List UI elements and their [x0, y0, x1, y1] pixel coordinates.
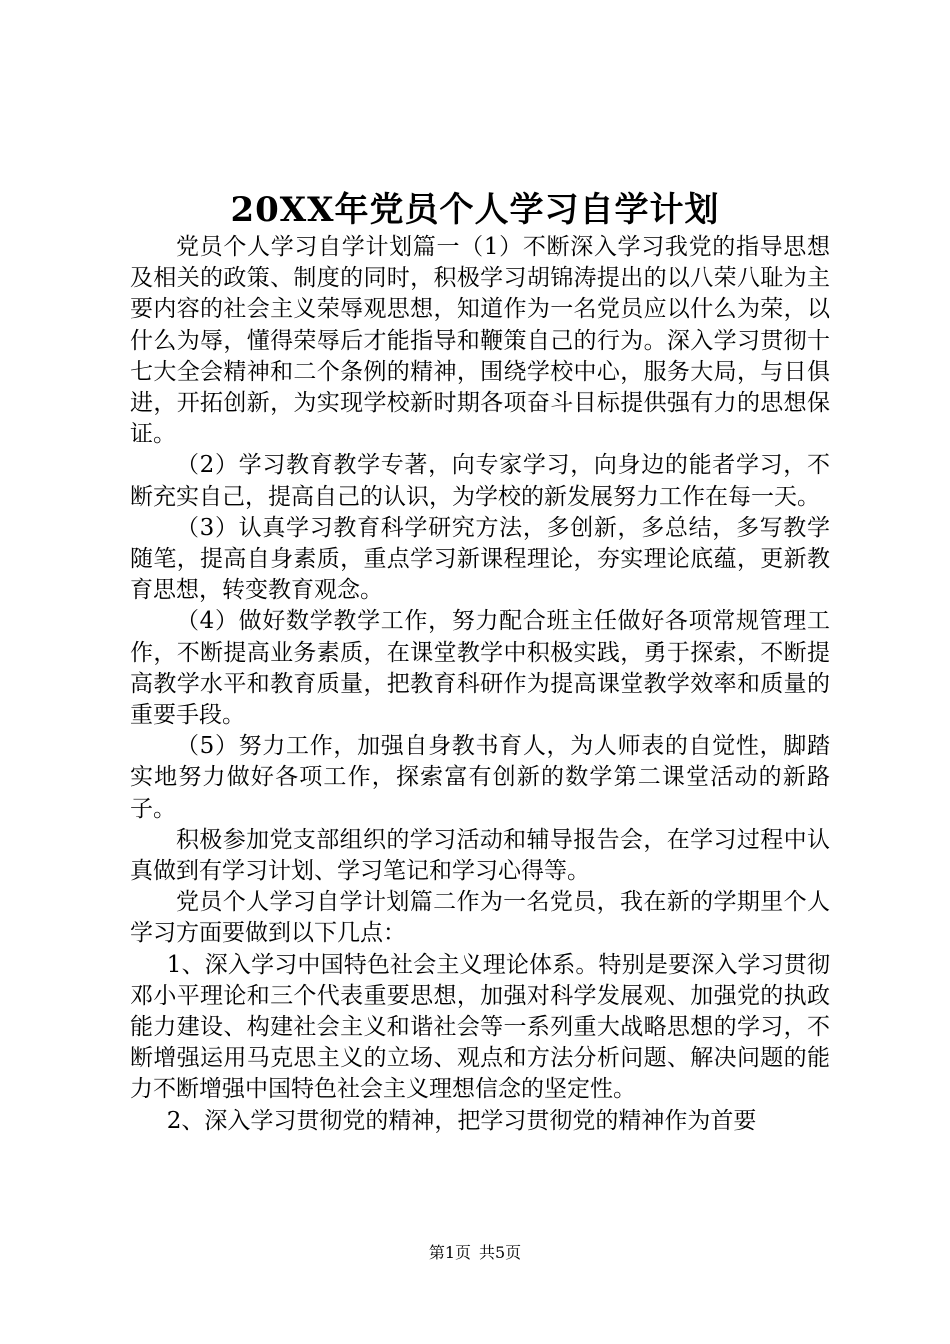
paragraph-item-3: （3）认真学习教育科学研究方法，多创新，多总结，多写教学随笔，提高自身素质，重点学习新课程理论，夯实理论底蕴，更新教育思想，转变教育观念。: [130, 514, 830, 604]
document-title: 20XX年党员个人学习自学计划: [230, 190, 720, 230]
page-footer: [0, 1242, 950, 1264]
page-total: 共5页: [479, 1243, 522, 1262]
paragraph-plan-two-intro: 党员个人学习自学计划篇二作为一名党员，我在新的学期里个人学习方面要做到以下几点：: [130, 889, 830, 947]
page-number: 第1页: [428, 1243, 471, 1262]
document-body: [130, 232, 830, 1137]
paragraph-item-5: （5）努力工作，加强自身教书育人，为人师表的自觉性，脚踏实地努力做好各项工作，探索富有创新的数学第二课堂活动的新路子。: [130, 733, 830, 822]
paragraph-point-1: 1、深入学习中国特色社会主义理论体系。特别是要深入学习贯彻邓小平理论和三个代表重要思想，加强对科学发展观、加强党的执政能力建设、构建社会主义和谐社会等一系列重大战略思想的学习，不断增强运用马克思主义的立场、观点和方法分析问题、解决问题的能力不断增强中国特色社会主义理想信念的坚定性。: [130, 951, 830, 1103]
paragraph-point-2: 2、深入学习贯彻党的精神，把学习贯彻党的精神作为首要: [166, 1107, 757, 1134]
paragraph-party-activities: 积极参加党支部组织的学习活动和辅导报告会，在学习过程中认真做到有学习计划、学习笔记和学习心得等。: [130, 826, 830, 885]
paragraph-item-2: （2）学习教育教学专著，向专家学习，向身边的能者学习，不断充实自己，提高自己的认识，为学校的新发展努力工作在每一天。: [130, 452, 830, 510]
paragraph-intro: 党员个人学习自学计划篇一（1）不断深入学习我党的指导思想及相关的政策、制度的同时，积极学习胡锦涛提出的以八荣八耻为主要内容的社会主义荣辱观思想，知道作为一名党员应以什么为荣，以什么为辱，懂得荣辱后才能指导和鞭策自己的行为。深入学习贯彻十七大全会精神和二个条例的精神，围绕学校中心，服务大局，与日俱进，开拓创新，为实现学校新时期各项奋斗目标提供强有力的思想保证。: [130, 234, 830, 448]
paragraph-item-4: （4）做好数学教学工作，努力配合班主任做好各项常规管理工作，不断提高业务素质，在课堂教学中积极实践，勇于探索，不断提高教学水平和教育质量，把教育科研作为提高课堂教学效率和质量的重要手段。: [130, 608, 830, 729]
